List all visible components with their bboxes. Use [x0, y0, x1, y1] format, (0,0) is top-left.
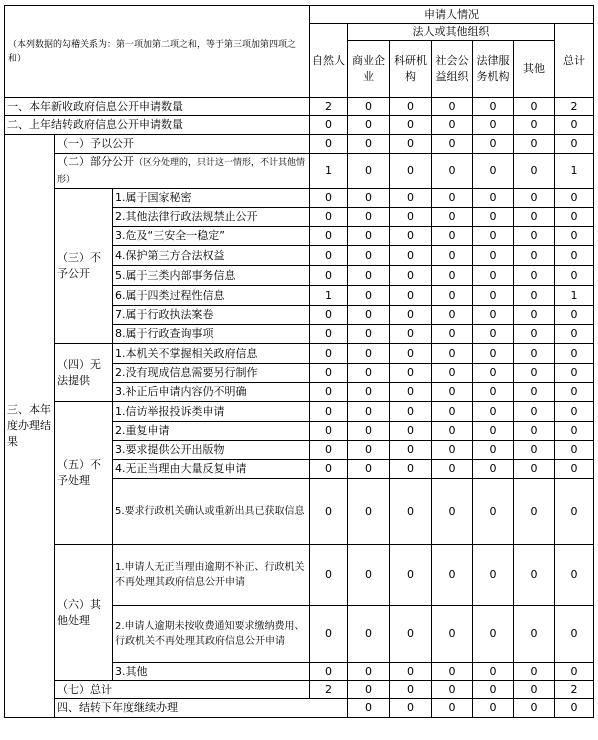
cell-value: 0	[473, 306, 514, 325]
cell-value: 0	[310, 344, 348, 364]
cell-value: 0	[514, 306, 555, 325]
cell-value: 0	[514, 422, 555, 441]
legal-service-header: 法律服务机构	[473, 41, 514, 98]
cell-value: 0	[310, 460, 348, 479]
cell-value: 0	[390, 663, 432, 681]
row-label: 2.申请人逾期未按收费通知要求缴纳费用、行政机关不再处理其政府信息公开申请	[113, 606, 310, 663]
cell-value: 0	[473, 154, 514, 189]
cell-value: 2	[555, 98, 594, 116]
row-label: 8.属于行政查询事项	[113, 325, 310, 344]
cell-value: 0	[310, 479, 348, 545]
table-row	[5, 699, 594, 718]
cell-value: 0	[473, 189, 514, 208]
cell-value: 0	[473, 325, 514, 344]
cell-value: 0	[432, 325, 473, 344]
cell-value: 0	[555, 325, 594, 344]
group-label-g5: （五）不予处理	[55, 402, 113, 545]
cell-value: 0	[473, 460, 514, 479]
cell-value: 0	[432, 663, 473, 681]
cell-value: 0	[390, 606, 432, 663]
cell-value: 0	[390, 460, 432, 479]
row-label: （一）予以公开	[55, 135, 310, 154]
cell-value: 0	[310, 325, 348, 344]
row-label: 2.重复申请	[113, 422, 310, 441]
cell-value: 0	[348, 246, 390, 266]
table-row	[5, 116, 594, 135]
cell-value: 0	[514, 364, 555, 383]
cell-value: 0	[310, 189, 348, 208]
cell-value: 0	[348, 364, 390, 383]
group-label-g3: （三）不予公开	[55, 189, 113, 344]
cell-value: 0	[555, 545, 594, 606]
cell-value: 0	[555, 116, 594, 135]
cell-value: 0	[514, 325, 555, 344]
info-disclosure-table	[4, 5, 594, 718]
cell-value: 0	[348, 460, 390, 479]
row-label: 4.无正当理由大量反复申请	[113, 460, 310, 479]
cell-value: 0	[310, 663, 348, 681]
cell-value: 0	[348, 422, 390, 441]
cell-value: 0	[432, 116, 473, 135]
cell-value: 0	[555, 460, 594, 479]
row-label: 1.本机关不掌握相关政府信息	[113, 344, 310, 364]
social-welfare-header: 社会公益组织	[432, 41, 473, 98]
cell-value: 0	[390, 306, 432, 325]
cell-value: 0	[390, 286, 432, 306]
applicant-info-header: 申请人情况	[310, 6, 594, 24]
cell-value: 0	[473, 545, 514, 606]
row-label: 5.要求行政机关确认或重新出具已获取信息	[113, 479, 310, 545]
cell-value: 0	[473, 135, 514, 154]
row-label: 1.信访举报投诉类申请	[113, 402, 310, 422]
cell-value: 0	[514, 189, 555, 208]
cell-value: 0	[390, 266, 432, 286]
partial-label: （二）部分公开	[57, 155, 134, 168]
cell-value: 0	[432, 189, 473, 208]
cell-value: 0	[473, 663, 514, 681]
cell-value: 0	[348, 606, 390, 663]
cell-value: 0	[348, 116, 390, 135]
row-label: 1.属于国家秘密	[113, 189, 310, 208]
cell-value: 0	[432, 266, 473, 286]
group-label-g6: （六）其他处理	[55, 545, 113, 681]
cell-value: 0	[348, 208, 390, 227]
cell-value: 0	[390, 208, 432, 227]
cell-value: 0	[348, 479, 390, 545]
table-row	[5, 154, 594, 189]
cell-value: 0	[555, 383, 594, 402]
group-label-g4: （四）无法提供	[55, 344, 113, 402]
section-3-label: 三、本年度办理结果	[5, 135, 55, 718]
cell-value: 0	[310, 227, 348, 246]
cell-value: 0	[310, 441, 348, 460]
cell-value: 0	[310, 402, 348, 422]
cell-value: 0	[555, 227, 594, 246]
cell-value: 0	[473, 98, 514, 116]
legal-orgs-header: 法人或其他组织	[348, 24, 555, 41]
cell-value: 0	[473, 208, 514, 227]
cell-value: 0	[348, 227, 390, 246]
cell-value: 2	[555, 681, 594, 699]
natural-person-header: 自然人	[310, 24, 348, 98]
row-label: 6.属于四类过程性信息	[113, 286, 310, 306]
cell-value: 0	[390, 383, 432, 402]
cell-value: 0	[555, 189, 594, 208]
cell-value: 1	[555, 286, 594, 306]
cell-value: 0	[514, 479, 555, 545]
cell-value: 0	[348, 383, 390, 402]
table-row	[5, 681, 594, 699]
row-label	[55, 154, 310, 189]
cell-value: 0	[432, 383, 473, 402]
cell-value: 0	[473, 383, 514, 402]
cell-value: 0	[432, 208, 473, 227]
cell-value: 0	[514, 699, 555, 718]
cell-value: 0	[390, 325, 432, 344]
cell-value: 0	[555, 422, 594, 441]
cell-value: 0	[348, 135, 390, 154]
cell-value: 0	[514, 135, 555, 154]
cell-value: 0	[310, 383, 348, 402]
cell-value: 1	[310, 286, 348, 306]
cell-value: 0	[432, 306, 473, 325]
cell-value: 1	[555, 154, 594, 189]
cell-value: 0	[432, 98, 473, 116]
cell-value: 0	[555, 344, 594, 364]
cell-value: 0	[514, 663, 555, 681]
cell-value: 0	[310, 116, 348, 135]
cell-value: 0	[514, 441, 555, 460]
cell-value: 0	[348, 681, 390, 699]
cell-value: 0	[473, 422, 514, 441]
cell-value: 0	[514, 154, 555, 189]
cell-value: 0	[473, 116, 514, 135]
cell-value: 0	[390, 154, 432, 189]
cell-value: 0	[348, 344, 390, 364]
cell-value: 0	[432, 681, 473, 699]
cell-value: 0	[432, 402, 473, 422]
cell-value: 0	[555, 441, 594, 460]
cell-value: 0	[555, 208, 594, 227]
cell-value: 0	[555, 699, 594, 718]
row-label: 5.属于三类内部事务信息	[113, 266, 310, 286]
cell-value: 0	[348, 98, 390, 116]
cell-value: 0	[473, 286, 514, 306]
cell-value: 0	[514, 402, 555, 422]
cell-value: 0	[432, 364, 473, 383]
cell-value: 0	[432, 441, 473, 460]
cell-value: 0	[514, 681, 555, 699]
cell-value: 0	[310, 266, 348, 286]
cell-value: 0	[390, 227, 432, 246]
cell-value: 0	[390, 116, 432, 135]
cell-value: 0	[348, 699, 390, 718]
row-label: 4.保护第三方合法权益	[113, 246, 310, 266]
cell-value: 0	[432, 286, 473, 306]
cell-value: 0	[310, 306, 348, 325]
cell-value: 0	[348, 266, 390, 286]
cell-value: 0	[432, 246, 473, 266]
cell-value: 0	[473, 479, 514, 545]
cell-value: 2	[310, 681, 348, 699]
cell-value: 0	[390, 189, 432, 208]
cell-value: 0	[432, 154, 473, 189]
cell-value: 0	[310, 545, 348, 606]
cell-value: 0	[432, 699, 473, 718]
cell-value: 0	[310, 364, 348, 383]
cell-value: 0	[310, 422, 348, 441]
cell-value: 0	[390, 135, 432, 154]
cell-value: 0	[432, 460, 473, 479]
cell-value: 0	[310, 135, 348, 154]
cell-value: 0	[473, 699, 514, 718]
cell-value: 0	[310, 606, 348, 663]
cell-value: 0	[514, 460, 555, 479]
cell-value: 0	[473, 246, 514, 266]
cell-value: 0	[555, 606, 594, 663]
cell-value: 0	[390, 344, 432, 364]
table-row	[5, 545, 594, 606]
cell-value: 0	[432, 135, 473, 154]
row-label: 四、结转下年度继续办理	[55, 699, 348, 718]
row-label: 二、上年结转政府信息公开申请数量	[5, 116, 310, 135]
cell-value: 0	[514, 344, 555, 364]
row-label: 3.其他	[113, 663, 310, 681]
cell-value: 0	[514, 246, 555, 266]
table-row	[5, 189, 594, 208]
cell-value: 0	[514, 98, 555, 116]
cell-value: 0	[348, 402, 390, 422]
cell-value: 0	[432, 479, 473, 545]
row-label: 2.没有现成信息需要另行制作	[113, 364, 310, 383]
cell-value: 2	[310, 98, 348, 116]
cell-value: 0	[473, 681, 514, 699]
cell-value: 0	[514, 545, 555, 606]
cell-value: 0	[514, 116, 555, 135]
cell-value: 0	[555, 246, 594, 266]
cell-value: 0	[348, 663, 390, 681]
cell-value: 0	[473, 227, 514, 246]
row-label: 一、本年新收政府信息公开申请数量	[5, 98, 310, 116]
cell-value: 0	[432, 422, 473, 441]
cell-value: 0	[310, 246, 348, 266]
cell-value: 0	[473, 606, 514, 663]
row-label: 3.要求提供公开出版物	[113, 441, 310, 460]
business-header: 商业企业	[348, 41, 390, 98]
cell-value: 0	[514, 208, 555, 227]
other-header: 其他	[514, 41, 555, 98]
cell-value: 0	[390, 699, 432, 718]
cell-value: 0	[348, 441, 390, 460]
total-header: 总计	[555, 24, 594, 98]
cell-value: 0	[310, 208, 348, 227]
cell-value: 0	[555, 266, 594, 286]
cell-value: 0	[514, 286, 555, 306]
table-row	[5, 344, 594, 364]
cell-value: 0	[473, 266, 514, 286]
row-label: （七）总计	[55, 681, 310, 699]
cell-value: 0	[348, 286, 390, 306]
table-row	[5, 98, 594, 116]
row-label: 2.其他法律行政法规禁止公开	[113, 208, 310, 227]
cell-value: 0	[473, 344, 514, 364]
row-label: 3.补正后申请内容仍不明确	[113, 383, 310, 402]
cell-value: 0	[555, 402, 594, 422]
row-label: 7.属于行政执法案卷	[113, 306, 310, 325]
cell-value: 0	[555, 135, 594, 154]
cell-value: 0	[390, 681, 432, 699]
cell-value: 0	[390, 402, 432, 422]
cell-value: 0	[555, 663, 594, 681]
row-label: 3.危及“三安全一稳定”	[113, 227, 310, 246]
cell-value: 0	[390, 364, 432, 383]
cell-value: 0	[473, 441, 514, 460]
cell-value: 0	[390, 545, 432, 606]
cell-value: 0	[348, 306, 390, 325]
row-label: 1.申请人无正当理由逾期不补正、行政机关不再处理其政府信息公开申请	[113, 545, 310, 606]
cell-value: 0	[390, 441, 432, 460]
cell-value: 0	[432, 227, 473, 246]
cell-value: 0	[555, 364, 594, 383]
table-row	[5, 135, 594, 154]
cell-value: 0	[390, 479, 432, 545]
cell-value: 0	[348, 325, 390, 344]
cell-value: 1	[310, 154, 348, 189]
cell-value: 0	[390, 422, 432, 441]
cell-value: 0	[348, 189, 390, 208]
cell-value: 0	[555, 306, 594, 325]
cell-value: 0	[555, 479, 594, 545]
cell-value: 0	[432, 606, 473, 663]
cell-value: 0	[514, 266, 555, 286]
cell-value: 0	[514, 227, 555, 246]
cell-value: 0	[432, 545, 473, 606]
cell-value: 0	[348, 545, 390, 606]
cell-value: 0	[473, 364, 514, 383]
table-row	[5, 402, 594, 422]
cell-value: 0	[348, 154, 390, 189]
research-header: 科研机构	[390, 41, 432, 98]
cell-value: 0	[390, 246, 432, 266]
cell-value: 0	[473, 402, 514, 422]
cell-value: 0	[514, 606, 555, 663]
table-note: （本列数据的勾稽关系为：第一项加第二项之和，等于第三项加第四项之和）	[5, 6, 310, 98]
cell-value: 0	[432, 344, 473, 364]
partial-note: （区分处理的，只计这一情形，不计其他情形）	[57, 158, 306, 185]
cell-value: 0	[514, 383, 555, 402]
cell-value: 0	[390, 98, 432, 116]
